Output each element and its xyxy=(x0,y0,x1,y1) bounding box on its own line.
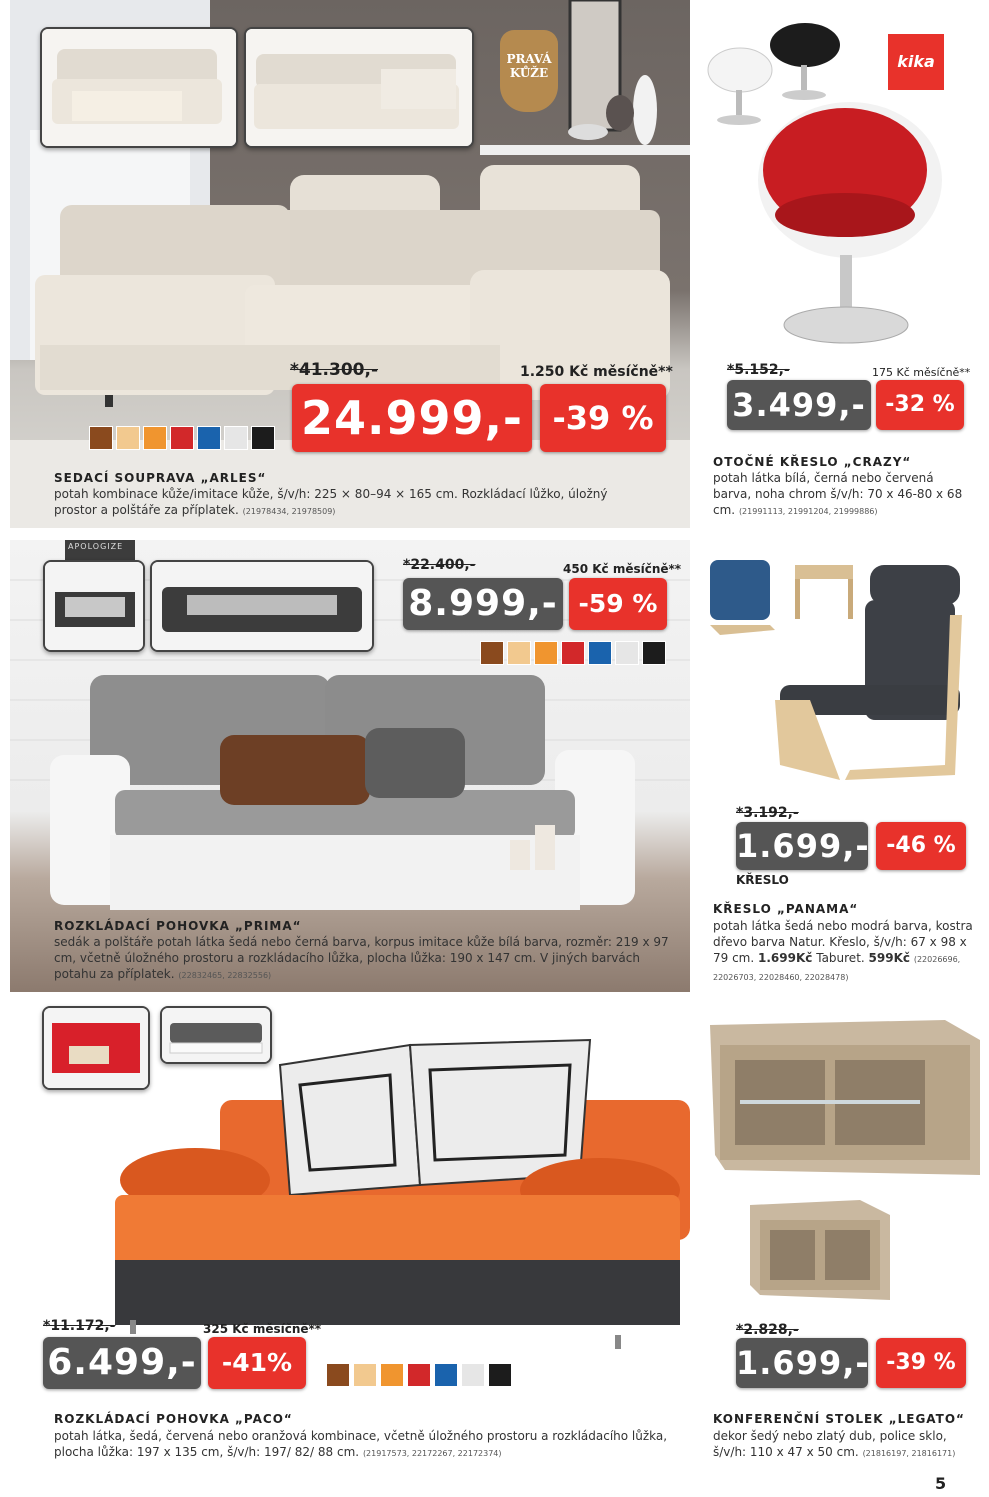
color-swatch xyxy=(588,641,612,665)
color-swatch xyxy=(326,1363,350,1387)
legato-title: KONFERENČNÍ STOLEK „LEGATO“ xyxy=(713,1412,965,1426)
paco-discount: -41% xyxy=(208,1337,306,1389)
arles-desc-text: potah kombinace kůže/imitace kůže, š/v/h: 225 × 80–94 × 165 cm. Rozkládací lůžko, úložný prostor a polštáře za příplatek. xyxy=(54,487,608,517)
arles-price: 24.999,- xyxy=(292,384,532,452)
color-swatch xyxy=(480,641,504,665)
panama-chair-illustration xyxy=(700,545,980,795)
paco-title: ROZKLÁDACÍ POHOVKA „PACO“ xyxy=(54,1412,293,1426)
crazy-old-price: *5.152,- xyxy=(727,362,790,378)
prima-price: 8.999,- xyxy=(403,578,563,630)
crazy-chair-illustration xyxy=(700,10,980,360)
prima-codes: (22832465, 22832556) xyxy=(178,971,272,980)
panama-desc-text: potah látka šedá nebo modrá barva, kostra dřevo barva Natur. Křeslo, š/v/h: 67 x 98 x 79 cm. xyxy=(713,919,973,965)
prima-desc-text: sedák a polštáře potah látka šedá nebo černá barva, korpus imitace kůže bílá barva, rozměr: 219 x 97 cm, včetně úložného prostoru a rozkládacího lůžka, plocha lůžka: 190 x 147 cm. V jiných barvách potahu za příplatek. xyxy=(54,935,669,981)
legato-price: 1.699,- xyxy=(736,1338,868,1388)
color-swatch xyxy=(170,426,194,450)
kika-logo: kika xyxy=(888,34,944,90)
panama-old-price: *3.192,- xyxy=(736,805,799,821)
paco-price: 6.499,- xyxy=(43,1337,201,1389)
legato-desc-text: dekor šedý nebo zlatý dub, police sklo, š/v/h: 110 x 47 x 50 cm. xyxy=(713,1429,947,1459)
arles-codes: (21978434, 21978509) xyxy=(242,507,336,516)
arles-title: SEDACÍ SOUPRAVA „ARLES“ xyxy=(54,471,267,485)
color-swatch xyxy=(642,641,666,665)
arles-monthly-payment: 1.250 Kč měsíčně** xyxy=(520,364,673,380)
wall-sign: APOLOGIZE xyxy=(68,542,124,551)
color-swatch xyxy=(353,1363,377,1387)
color-swatch xyxy=(197,426,221,450)
crazy-discount: -32 % xyxy=(876,380,964,430)
color-swatch xyxy=(224,426,248,450)
arles-description xyxy=(54,486,614,520)
arles-thumbnail-1 xyxy=(40,27,238,148)
crazy-monthly-payment: 175 Kč měsíčně** xyxy=(872,366,971,379)
prima-color-swatches xyxy=(480,641,669,665)
paco-desc-text: potah látka, šedá, červená nebo oranžová kombinace, včetně úložného prostoru a rozkládacího lůžka, plocha lůžka: 197 x 135 cm, š/v/h: 197/ 82/ 88 cm. xyxy=(54,1429,668,1459)
color-swatch xyxy=(561,641,585,665)
color-swatch xyxy=(143,426,167,450)
legato-codes: (21816197, 21816171) xyxy=(862,1449,956,1458)
page-number: 5 xyxy=(935,1474,947,1493)
crazy-desc-text: potah látka bílá, černá nebo červená barva, noha chrom š/v/h: 70 x 46-80 x 68 cm. xyxy=(713,471,963,517)
arles-discount: -39 % xyxy=(540,384,666,452)
paco-sofa-illustration xyxy=(110,1025,700,1355)
color-swatch xyxy=(507,641,531,665)
crazy-codes: (21991113, 21991204, 21999886) xyxy=(738,507,878,516)
panama-title: KŘESLO „PANAMA“ xyxy=(713,902,859,916)
prima-monthly-payment: 450 Kč měsíčně** xyxy=(563,562,682,576)
prima-thumbnail-2 xyxy=(150,560,374,652)
color-swatch xyxy=(89,426,113,450)
panama-price: 1.699,- xyxy=(736,822,868,870)
color-swatch xyxy=(434,1363,458,1387)
color-swatch xyxy=(615,641,639,665)
crazy-description xyxy=(713,470,973,520)
color-swatch xyxy=(116,426,140,450)
prima-discount: -59 % xyxy=(569,578,667,630)
prima-old-price: *22.400,- xyxy=(403,557,476,573)
legato-discount: -39 % xyxy=(876,1338,966,1388)
panama-subtitle: KŘESLO xyxy=(736,873,789,887)
panama-taburet-price: 599Kč xyxy=(868,951,911,965)
paco-codes: (21917573, 22172267, 22172374) xyxy=(362,1449,502,1458)
paco-monthly-payment: 325 Kč měsíčně** xyxy=(203,1322,322,1336)
panama-discount: -46 % xyxy=(876,822,966,870)
legato-old-price: *2.828,- xyxy=(736,1322,799,1338)
crazy-title: OTOČNÉ KŘESLO „CRAZY“ xyxy=(713,455,912,469)
paco-color-swatches xyxy=(326,1363,515,1387)
color-swatch xyxy=(488,1363,512,1387)
badge-line-2: KŮŽE xyxy=(509,66,549,80)
paco-description xyxy=(54,1428,674,1462)
prima-description xyxy=(54,934,674,984)
prima-title: ROZKLÁDACÍ POHOVKA „PRIMA“ xyxy=(54,919,302,933)
legato-description xyxy=(713,1428,975,1462)
genuine-leather-badge xyxy=(500,30,558,112)
color-swatch xyxy=(251,426,275,450)
badge-line-1: PRAVÁ xyxy=(506,52,552,66)
legato-table-illustration xyxy=(705,1015,985,1315)
arles-color-swatches xyxy=(89,426,278,450)
prima-thumbnail-1 xyxy=(43,560,145,652)
arles-old-price: *41.300,- xyxy=(290,360,379,380)
arles-thumbnail-2 xyxy=(244,27,474,148)
color-swatch xyxy=(380,1363,404,1387)
panama-armchair-price: 1.699Kč xyxy=(758,951,813,965)
paco-old-price: *11.172,- xyxy=(43,1318,116,1334)
panama-taburet-label: Taburet. xyxy=(816,951,865,965)
panama-description xyxy=(713,918,975,986)
color-swatch xyxy=(534,641,558,665)
color-swatch xyxy=(407,1363,431,1387)
color-swatch xyxy=(461,1363,485,1387)
panama-codes: (22026696, 22026703, 22028460, 22028478) xyxy=(713,955,961,982)
crazy-price: 3.499,- xyxy=(727,380,871,430)
